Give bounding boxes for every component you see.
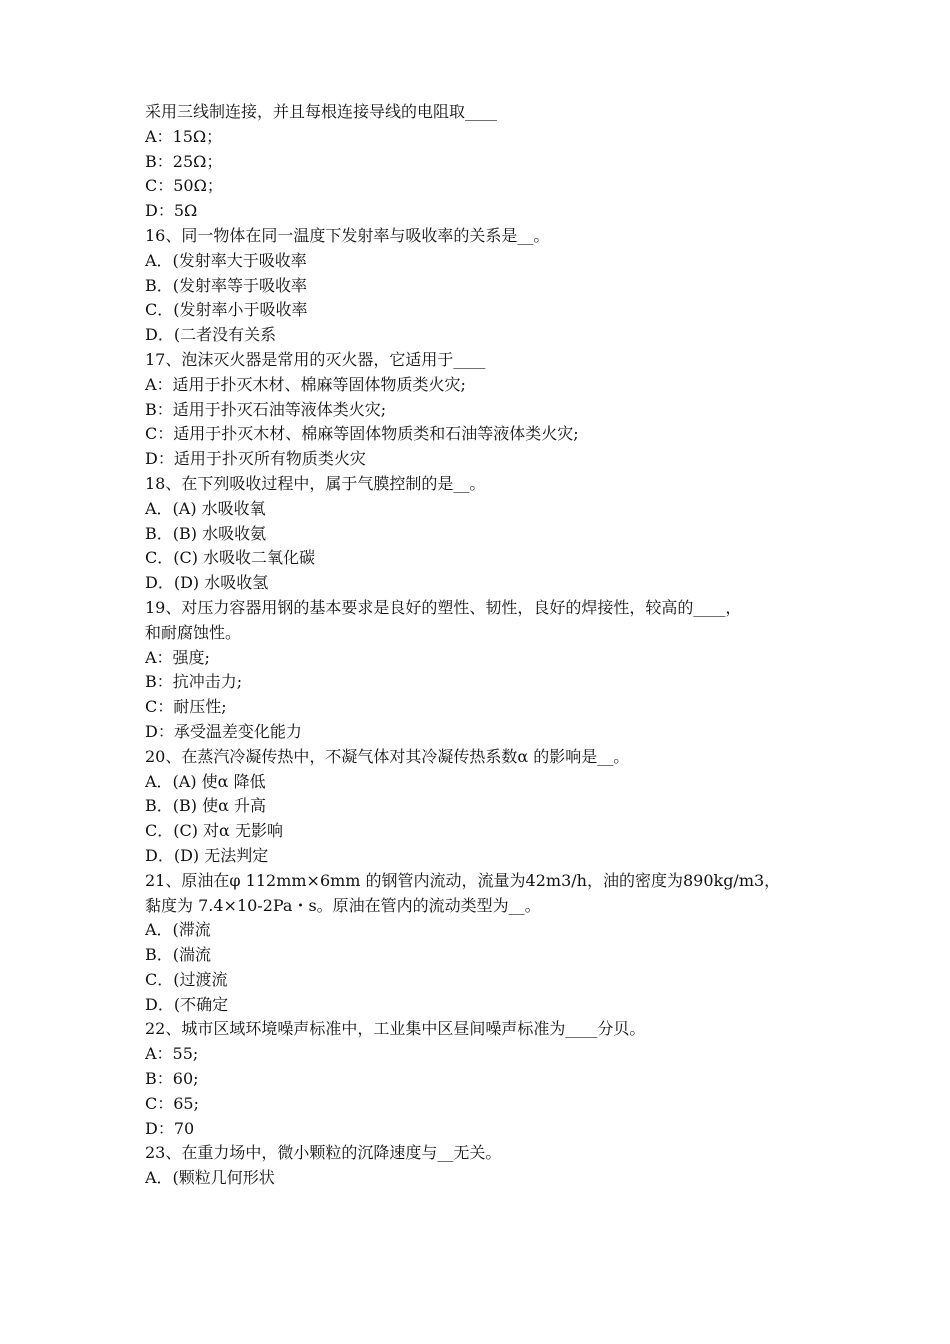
text-line: A．(A) 水吸收氧 xyxy=(145,498,266,518)
text-line: B．(B) 水吸收氨 xyxy=(145,523,267,543)
text-line: C：耐压性; xyxy=(145,697,227,717)
text-line: A．(颗粒几何形状 xyxy=(145,1168,275,1188)
text-line: A：适用于扑灭木材、棉麻等固体物质类火灾; xyxy=(145,374,466,394)
text-line: D：承受温差变化能力 xyxy=(145,721,302,741)
text-line: C：50Ω； xyxy=(145,176,223,196)
text-line: A．(滞流 xyxy=(145,920,211,940)
text-line: 16、同一物体在同一温度下发射率与吸收率的关系是__。 xyxy=(145,225,550,245)
text-line: C．(C) 对α 无影响 xyxy=(145,821,283,841)
text-line: 20、在蒸汽冷凝传热中，不凝气体对其冷凝传热系数α 的影响是__。 xyxy=(145,746,630,766)
text-line: D：5Ω xyxy=(145,201,198,221)
text-line: 23、在重力场中，微小颗粒的沉降速度与__无关。 xyxy=(145,1143,502,1163)
text-line: A：55; xyxy=(145,1044,199,1064)
document-page xyxy=(145,100,815,1191)
text-line: C．(过渡流 xyxy=(145,969,228,989)
text-line: C．(C) 水吸收二氧化碳 xyxy=(145,548,316,568)
text-line: D．(D) 水吸收氢 xyxy=(145,573,269,593)
text-line: C．(发射率小于吸收率 xyxy=(145,300,308,320)
text-line: D．(不确定 xyxy=(145,994,229,1014)
text-line: 17、泡沫灭火器是常用的灭火器，它适用于____ xyxy=(145,349,486,369)
text-line: D．(D) 无法判定 xyxy=(145,845,269,865)
text-line: C：65; xyxy=(145,1093,199,1113)
text-line: 22、城市区域环境噪声标准中，工业集中区昼间噪声标准为____分贝。 xyxy=(145,1019,646,1039)
text-line: B：适用于扑灭石油等液体类火灾; xyxy=(145,399,387,419)
text-line: 18、在下列吸收过程中，属于气膜控制的是__。 xyxy=(145,473,486,493)
text-line: D：适用于扑灭所有物质类火灾 xyxy=(145,449,366,469)
text-line: A：15Ω； xyxy=(145,126,223,146)
text-line: B．(湍流 xyxy=(145,945,212,965)
text-line: B：25Ω； xyxy=(145,151,223,171)
text-line: B：抗冲击力; xyxy=(145,672,243,692)
text-line: 黏度为 7.4×10-2Pa・s。原油在管内的流动类型为__。 xyxy=(145,895,541,915)
text-line: 21、原油在φ 112mm×6mm 的钢管内流动，流量为42m3/h，油的密度为890kg/m3， xyxy=(145,870,781,890)
text-line: A．(A) 使α 降低 xyxy=(145,771,266,791)
text-line: B：60; xyxy=(145,1069,199,1089)
text-line: D：70 xyxy=(145,1118,195,1138)
text-line: A：强度; xyxy=(145,647,210,667)
text-line: 采用三线制连接，并且每根连接导线的电阻取____ xyxy=(145,102,498,121)
text-line: B．(发射率等于吸收率 xyxy=(145,275,308,295)
text-line: A．(发射率大于吸收率 xyxy=(145,250,307,270)
text-line: C：适用于扑灭木材、棉麻等固体物质类和石油等液体类火灾; xyxy=(145,424,579,444)
text-line: 19、对压力容器用钢的基本要求是良好的塑性、韧性，良好的焊接性，较高的____， xyxy=(145,597,742,617)
text-line: D．(二者没有关系 xyxy=(145,325,277,345)
text-line: B．(B) 使α 升高 xyxy=(145,796,266,816)
text-line: 和耐腐蚀性。 xyxy=(145,622,242,642)
